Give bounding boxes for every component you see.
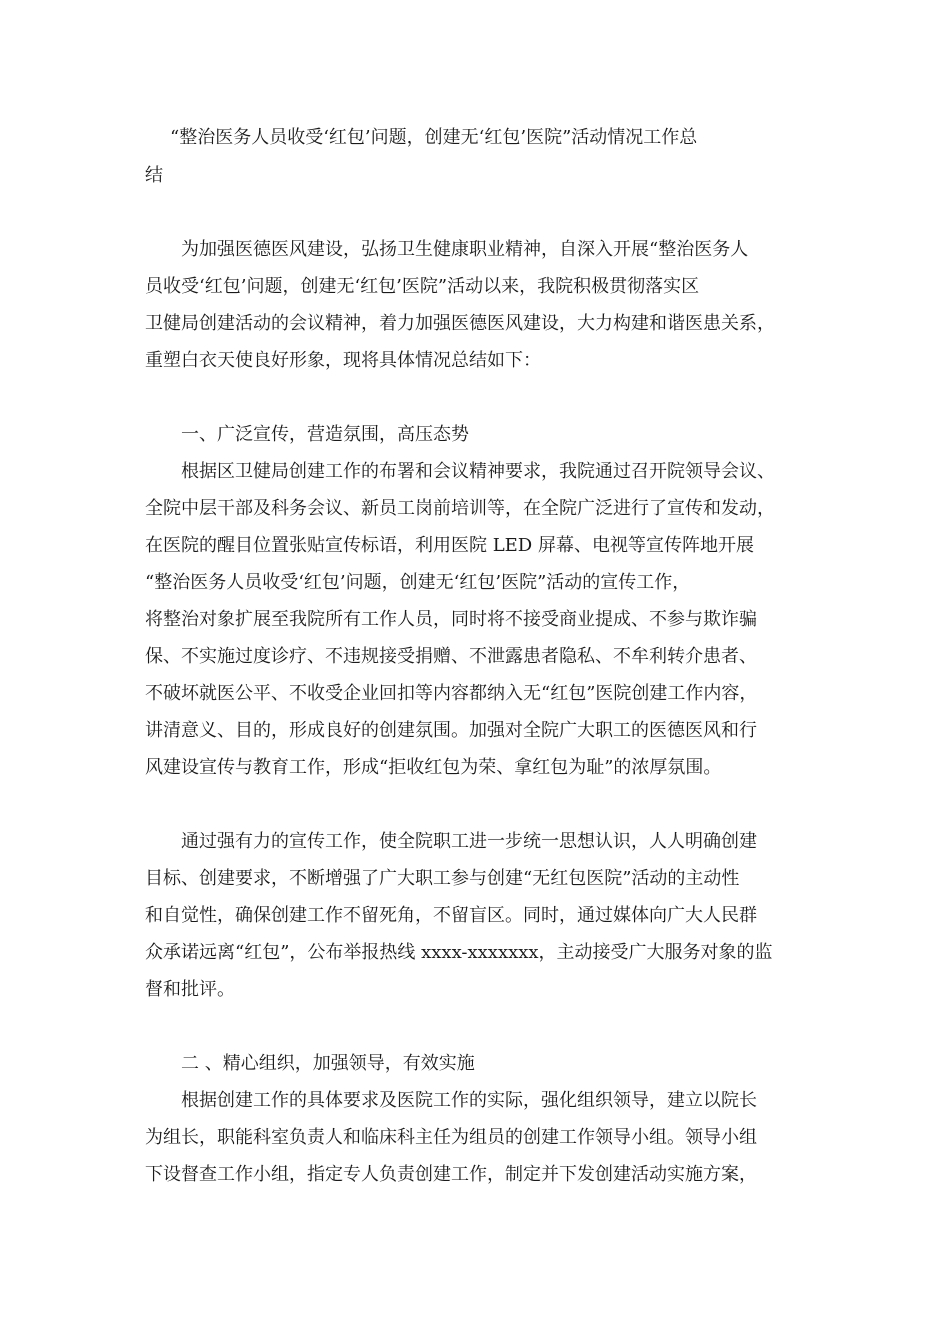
section-1-line-5: 将整治对象扩展至我院所有工作人员，同时将不接受商业提成、不参与欺诈骗 bbox=[145, 609, 757, 630]
section-1-heading: 一、广泛宣传，营造氛围，高压态势 bbox=[181, 424, 469, 445]
section-2-heading: 二 、精心组织，加强领导，有效实施 bbox=[181, 1053, 475, 1074]
section-1b-line-5: 督和批评。 bbox=[145, 979, 235, 1000]
section-1-line-9: 风建设宣传与教育工作，形成“拒收红包为荣、拿红包为耻”的浓厚氛围。 bbox=[145, 757, 722, 778]
section-2-line-1: 根据创建工作的具体要求及医院工作的实际，强化组织领导，建立以院长 bbox=[181, 1090, 757, 1111]
intro-line-4: 重塑白衣天使良好形象，现将具体情况总结如下： bbox=[145, 350, 541, 371]
section-1b-line-3: 和自觉性，确保创建工作不留死角，不留盲区。同时，通过媒体向广大人民群 bbox=[145, 905, 757, 926]
section-1b-line-1: 通过强有力的宣传工作，使全院职工进一步统一思想认识，人人明确创建 bbox=[181, 831, 757, 852]
intro-line-1: 为加强医德医风建设，弘扬卫生健康职业精神，自深入开展“整治医务人 bbox=[181, 239, 749, 260]
document-title-line-2: 结 bbox=[145, 165, 163, 186]
section-1-line-6: 保、不实施过度诊疗、不违规接受捐赠、不泄露患者隐私、不牟利转介患者、 bbox=[145, 646, 757, 667]
section-1b-line-4: 众承诺远离“红包”，公布举报热线 xxxx-xxxxxxx，主动接受广大服务对象的监 bbox=[145, 942, 773, 963]
section-2-line-3: 下设督查工作小组，指定专人负责创建工作，制定并下发创建活动实施方案， bbox=[145, 1164, 757, 1185]
section-1-line-4: “整治医务人员收受‘红包’问题，创建无‘红包’医院”活动的宣传工作， bbox=[145, 572, 691, 593]
intro-line-3: 卫健局创建活动的会议精神，着力加强医德医风建设，大力构建和谐医患关系， bbox=[145, 313, 775, 334]
section-1-line-7: 不破坏就医公平、不收受企业回扣等内容都纳入无“红包”医院创建工作内容， bbox=[145, 683, 758, 704]
section-1-line-1: 根据区卫健局创建工作的布署和会议精神要求，我院通过召开院领导会议、 bbox=[181, 461, 775, 482]
section-1-line-8: 讲清意义、目的，形成良好的创建氛围。加强对全院广大职工的医德医风和行 bbox=[145, 720, 757, 741]
section-1-line-3: 在医院的醒目位置张贴宣传标语，利用医院 LED 屏幕、电视等宣传阵地开展 bbox=[145, 535, 754, 556]
intro-line-2: 员收受‘红包’问题，创建无‘红包’医院”活动以来，我院积极贯彻落实区 bbox=[145, 276, 700, 297]
document-title-line-1: “整治医务人员收受‘红包’问题，创建无‘红包’医院”活动情况工作总 bbox=[170, 127, 698, 148]
section-1-line-2: 全院中层干部及科务会议、新员工岗前培训等，在全院广泛进行了宣传和发动， bbox=[145, 498, 775, 519]
section-2-line-2: 为组长，职能科室负责人和临床科主任为组员的创建工作领导小组。领导小组 bbox=[145, 1127, 757, 1148]
section-1b-line-2: 目标、创建要求，不断增强了广大职工参与创建“无红包医院”活动的主动性 bbox=[145, 868, 740, 889]
